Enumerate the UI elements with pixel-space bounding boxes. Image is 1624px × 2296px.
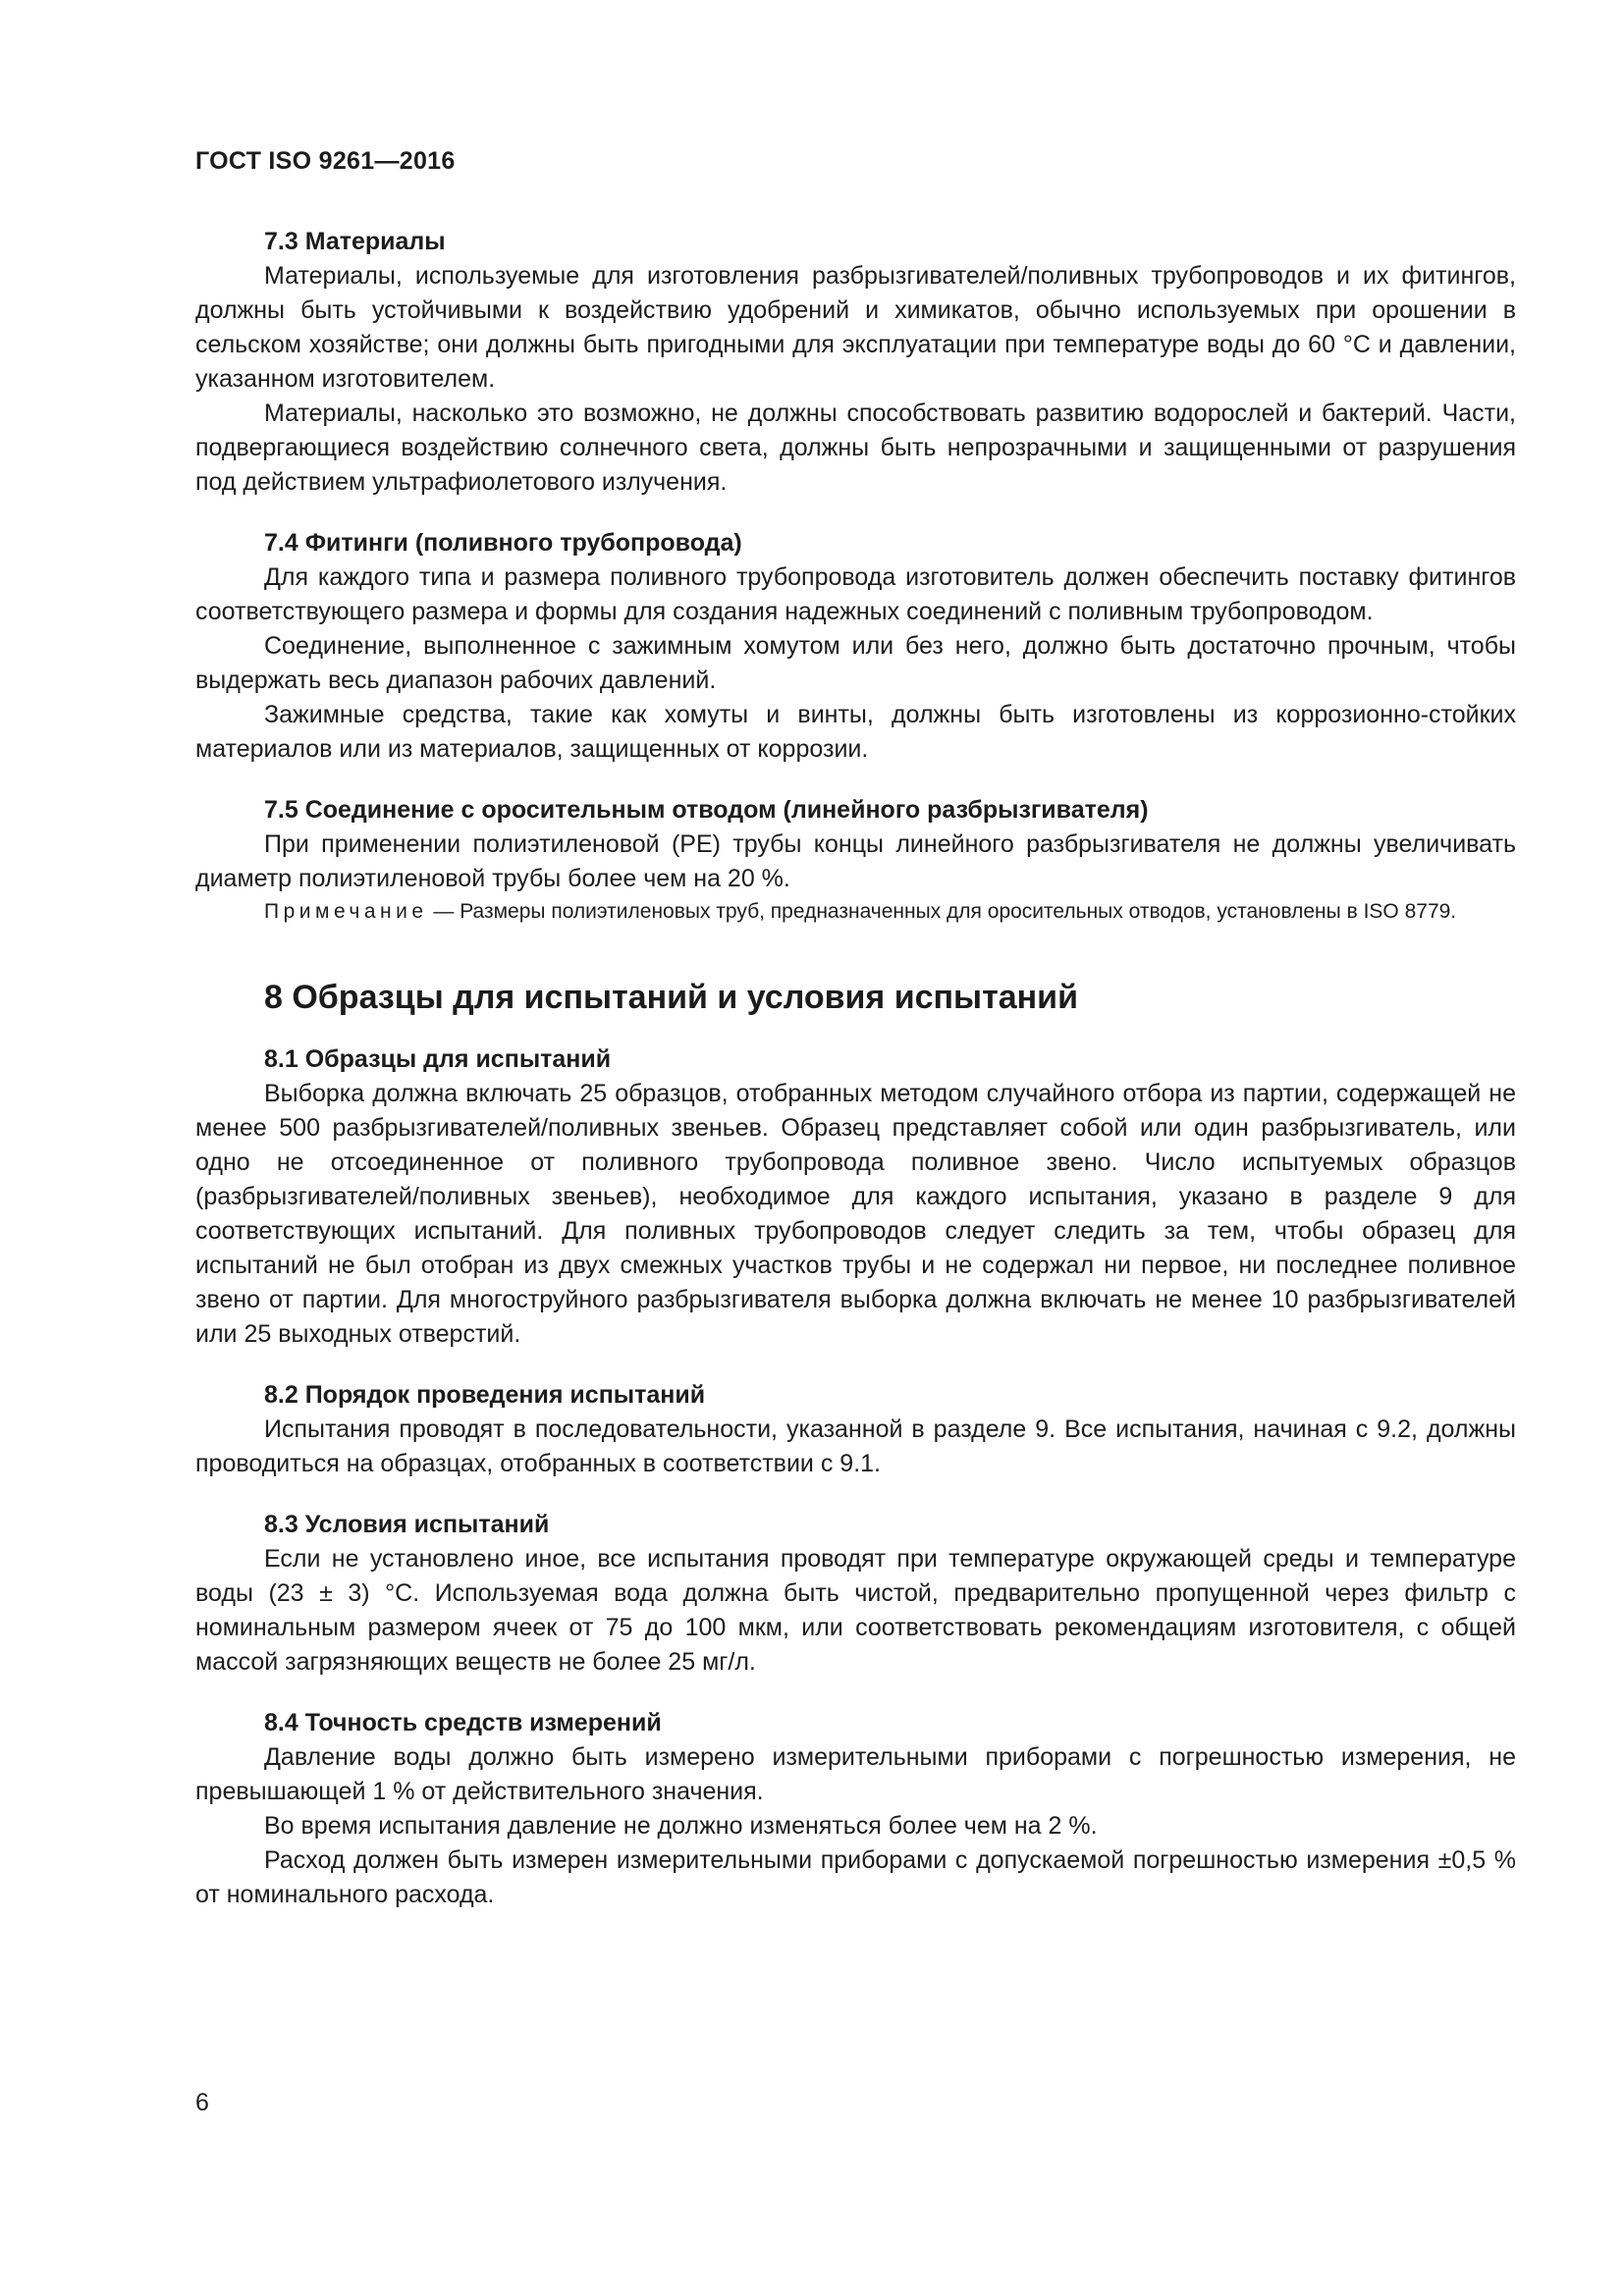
paragraph: Испытания проводят в последовательности, указанной в разделе 9. Все испытания, начиная с 9.2, должны проводиться на образцах, отобранных в соответствии с 9.1. [195, 1415, 1516, 1477]
paragraph: Расход должен быть измерен измерительными приборами с допускаемой погрешностью измерения ±0,5 % от номинального расхода. [195, 1846, 1516, 1908]
section-7-5-title: 7.5 Соединение с оросительным отводом (линейного разбрызгивателя) [264, 796, 1149, 824]
section-8-3-title: 8.3 Условия испытаний [264, 1511, 550, 1538]
section-7-5 [195, 792, 1516, 928]
paragraph: Выборка должна включать 25 образцов, отобранных методом случайного отбора из партии, содержащей не менее 500 разбрызгивателей/поливных звеньев. Образец представляет собой или один разбрызгиватель, или одно не отсоединенное от поливного трубопровода поливное звено. Число испытуемых образцов (разбрызгивателей/поливных звеньев), необходимое для каждого испытания, указано в разделе 9 для соответствующих испытаний. Для поливных трубопроводов следует следить за тем, чтобы образец для испытаний не был отобран из двух смежных участков трубы и не содержал ни первое, ни последнее поливное звено от партии. Для многоструйного разбрызгивателя выборка должна включать не менее 10 разбрызгивателей или 25 выходных отверстий. [195, 1080, 1516, 1348]
section-8-1-title: 8.1 Образцы для испытаний [264, 1045, 612, 1073]
paragraph: Во время испытания давление не должно изменяться более чем на 2 %. [264, 1812, 1098, 1840]
section-8-1 [195, 1041, 1516, 1352]
section-8-2-title: 8.2 Порядок проведения испытаний [264, 1381, 706, 1409]
note-label: Примечание [264, 900, 428, 923]
paragraph: Материалы, насколько это возможно, не должны способствовать развитию водорослей и бактерий. Части, подвергающиеся воздействию солнечного света, должны быть непрозрачными и защищенными от разрушения под действием ультрафиолетового излучения. [195, 400, 1516, 496]
section-7-3-title: 7.3 Материалы [264, 228, 446, 255]
page-body [195, 224, 1516, 1912]
standard-header: ГОСТ ISO 9261—2016 [195, 147, 456, 175]
section-8-3 [195, 1507, 1516, 1680]
paragraph: Если не установлено иное, все испытания проводят при температуре окружающей среды и температуре воды (23 ± 3) °С. Используемая вода должна быть чистой, предварительно пропущенной через фильтр с номинальным размером ячеек от 75 до 100 мкм, или соответствовать рекомендациям изготовителя, с общей массой загрязняющих веществ не более 25 мг/л. [195, 1545, 1516, 1676]
note [195, 896, 1516, 928]
paragraph: При применении полиэтиленовой (РЕ) трубы концы линейного разбрызгивателя не должны увеличивать диаметр полиэтиленовой трубы более чем на 20 %. [195, 830, 1516, 892]
section-7-3 [195, 224, 1516, 500]
note-text: — Размеры полиэтиленовых труб, предназначенных для оросительных отводов, установлены в ISO 8779. [427, 900, 1457, 923]
section-7-4 [195, 525, 1516, 767]
paragraph: Зажимные средства, такие как хомуты и винты, должны быть изготовлены из коррозионно-стойких материалов или из материалов, защищенных от коррозии. [195, 701, 1516, 763]
paragraph: Соединение, выполненное с зажимным хомутом или без него, должно быть достаточно прочным, чтобы выдержать весь диапазон рабочих давлений. [195, 632, 1516, 694]
paragraph: Материалы, используемые для изготовления разбрызгивателей/поливных трубопроводов и их фитингов, должны быть устойчивыми к воздействию удобрений и химикатов, обычно используемых при орошении в сельском хозяйстве; они должны быть пригодными для эксплуатации при температуре воды до 60 °С и давлении, указанном изготовителем. [195, 262, 1516, 393]
section-8-title: 8 Образцы для испытаний и условия испытаний [264, 979, 1078, 1016]
section-8-4 [195, 1705, 1516, 1912]
section-8-4-title: 8.4 Точность средств измерений [264, 1709, 662, 1736]
paragraph: Давление воды должно быть измерено измерительными приборами с погрешностью измерения, не превышающей 1 % от действительного значения. [195, 1743, 1516, 1805]
section-8 [195, 975, 1516, 1020]
section-8-2 [195, 1377, 1516, 1481]
paragraph: Для каждого типа и размера поливного трубопровода изготовитель должен обеспечить поставку фитингов соответствующего размера и формы для создания надежных соединений с поливным трубопроводом. [195, 563, 1516, 625]
page-number: 6 [195, 2089, 209, 2116]
section-7-4-title: 7.4 Фитинги (поливного трубопровода) [264, 529, 742, 557]
